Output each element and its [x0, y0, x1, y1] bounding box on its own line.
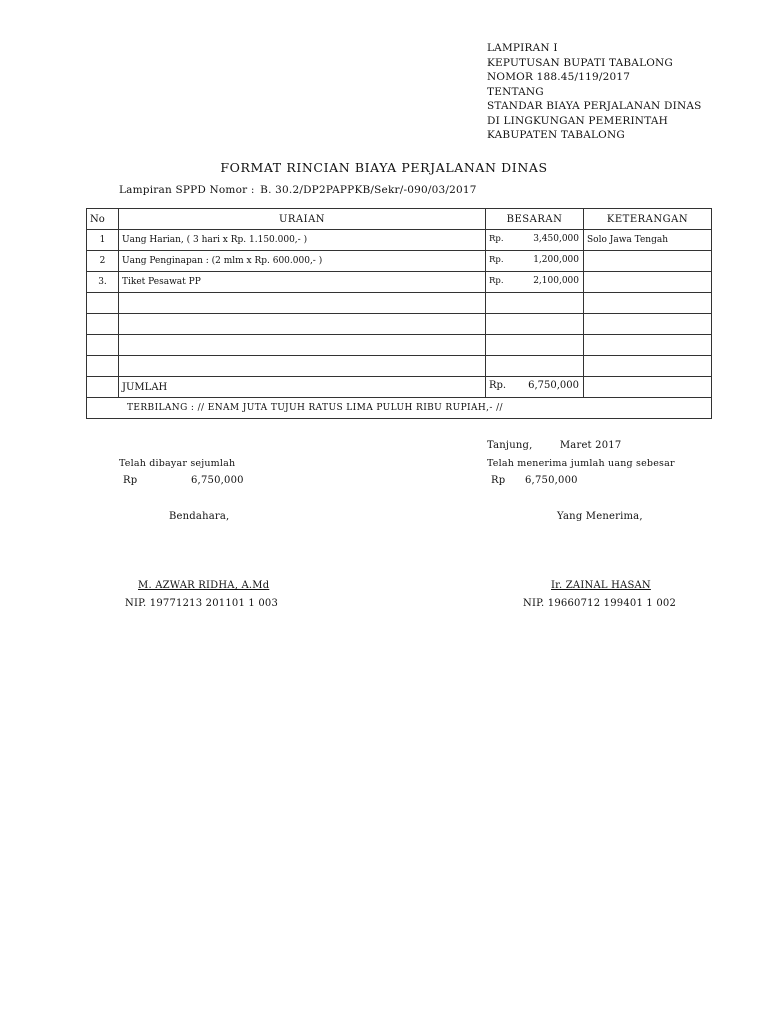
total-besaran	[486, 377, 584, 398]
row-besaran	[486, 272, 584, 293]
row-keterangan	[584, 251, 712, 272]
row-besaran	[486, 251, 584, 272]
attachment-line: STANDAR BIAYA PERJALANAN DINAS	[487, 100, 702, 112]
treasurer-role: Bendahara,	[169, 511, 230, 522]
recipient-role: Yang Menerima,	[557, 511, 643, 522]
row-no	[87, 335, 119, 356]
attachment-line: KEPUTUSAN BUPATI TABALONG	[487, 56, 674, 69]
row-currency: Rp.	[489, 234, 504, 244]
table-row	[87, 230, 712, 251]
paid-currency: Rp	[123, 475, 138, 486]
row-keterangan	[584, 356, 712, 377]
attachment-line: TENTANG	[487, 85, 544, 98]
table-row	[87, 293, 712, 314]
paid-amount: 6,750,000	[191, 475, 244, 486]
attachment-header	[487, 41, 702, 143]
header-uraian: URAIAN	[119, 209, 486, 230]
total-amount: 6,750,000	[528, 380, 579, 391]
row-uraian	[119, 335, 486, 356]
row-amount: 2,100,000	[533, 276, 579, 286]
treasurer-nip: NIP. 19771213 201101 1 003	[125, 598, 279, 609]
recipient-name: Ir. ZAINAL HASAN	[551, 580, 651, 591]
row-currency: Rp.	[489, 255, 504, 265]
place: Tanjung,	[487, 440, 533, 451]
sppd-number: B. 30.2/DP2PAPPKB/Sekr/-090/03/2017	[260, 184, 477, 196]
row-besaran	[486, 293, 584, 314]
terbilang-row	[87, 398, 712, 419]
table-row	[87, 356, 712, 377]
attachment-line: LAMPIRAN I	[487, 42, 558, 54]
terbilang-text: TERBILANG : // ENAM JUTA TUJUH RATUS LIMA PULUH RIBU RUPIAH,- //	[87, 398, 712, 419]
row-no: 1	[87, 230, 119, 251]
row-no	[87, 314, 119, 335]
header-besaran: BESARAN	[486, 209, 584, 230]
row-amount: 1,200,000	[533, 255, 579, 265]
table-row	[87, 272, 712, 293]
sppd-label: Lampiran SPPD Nomor :	[119, 184, 255, 196]
recipient-nip: NIP. 19660712 199401 1 002	[523, 598, 677, 609]
row-uraian: Tiket Pesawat PP	[119, 272, 486, 293]
paid-label: Telah dibayar sejumlah	[119, 458, 236, 469]
treasurer-name: M. AZWAR RIDHA, A.Md	[138, 580, 270, 591]
row-besaran	[486, 356, 584, 377]
row-uraian	[119, 314, 486, 335]
row-no	[87, 293, 119, 314]
row-keterangan	[584, 293, 712, 314]
row-keterangan	[584, 272, 712, 293]
total-no	[87, 377, 119, 398]
date: Maret 2017	[559, 440, 622, 451]
sppd-line	[119, 184, 477, 196]
row-uraian	[119, 356, 486, 377]
cost-table	[86, 208, 712, 419]
row-uraian: Uang Penginapan : (2 mlm x Rp. 600.000,- )	[119, 251, 486, 272]
attachment-line: KABUPATEN TABALONG	[487, 129, 625, 141]
received-currency: Rp	[491, 475, 506, 486]
table-header-row	[87, 209, 712, 230]
row-keterangan: Solo Jawa Tengah	[584, 230, 712, 251]
row-uraian: Uang Harian, ( 3 hari x Rp. 1.150.000,- )	[119, 230, 486, 251]
row-keterangan	[584, 314, 712, 335]
row-uraian	[119, 293, 486, 314]
table-row	[87, 335, 712, 356]
row-besaran	[486, 230, 584, 251]
header-no: No	[87, 209, 119, 230]
table-row	[87, 251, 712, 272]
place-date	[487, 440, 621, 451]
total-label: JUMLAH	[119, 377, 486, 398]
total-keterangan	[584, 377, 712, 398]
attachment-line: NOMOR 188.45/119/2017	[487, 71, 631, 83]
row-no	[87, 356, 119, 377]
row-besaran	[486, 314, 584, 335]
total-row	[87, 377, 712, 398]
attachment-line: DI LINGKUNGAN PEMERINTAH	[487, 114, 668, 127]
header-keterangan: KETERANGAN	[584, 209, 712, 230]
row-amount: 3,450,000	[533, 234, 579, 244]
document-title: FORMAT RINCIAN BIAYA PERJALANAN DINAS	[220, 160, 548, 175]
row-besaran	[486, 335, 584, 356]
received-amount: 6,750,000	[525, 475, 578, 486]
row-currency: Rp.	[489, 276, 504, 286]
total-currency: Rp.	[489, 380, 507, 391]
table-row	[87, 314, 712, 335]
row-no: 2	[87, 251, 119, 272]
row-no: 3.	[87, 272, 119, 293]
row-keterangan	[584, 335, 712, 356]
received-label: Telah menerima jumlah uang sebesar	[487, 458, 675, 469]
